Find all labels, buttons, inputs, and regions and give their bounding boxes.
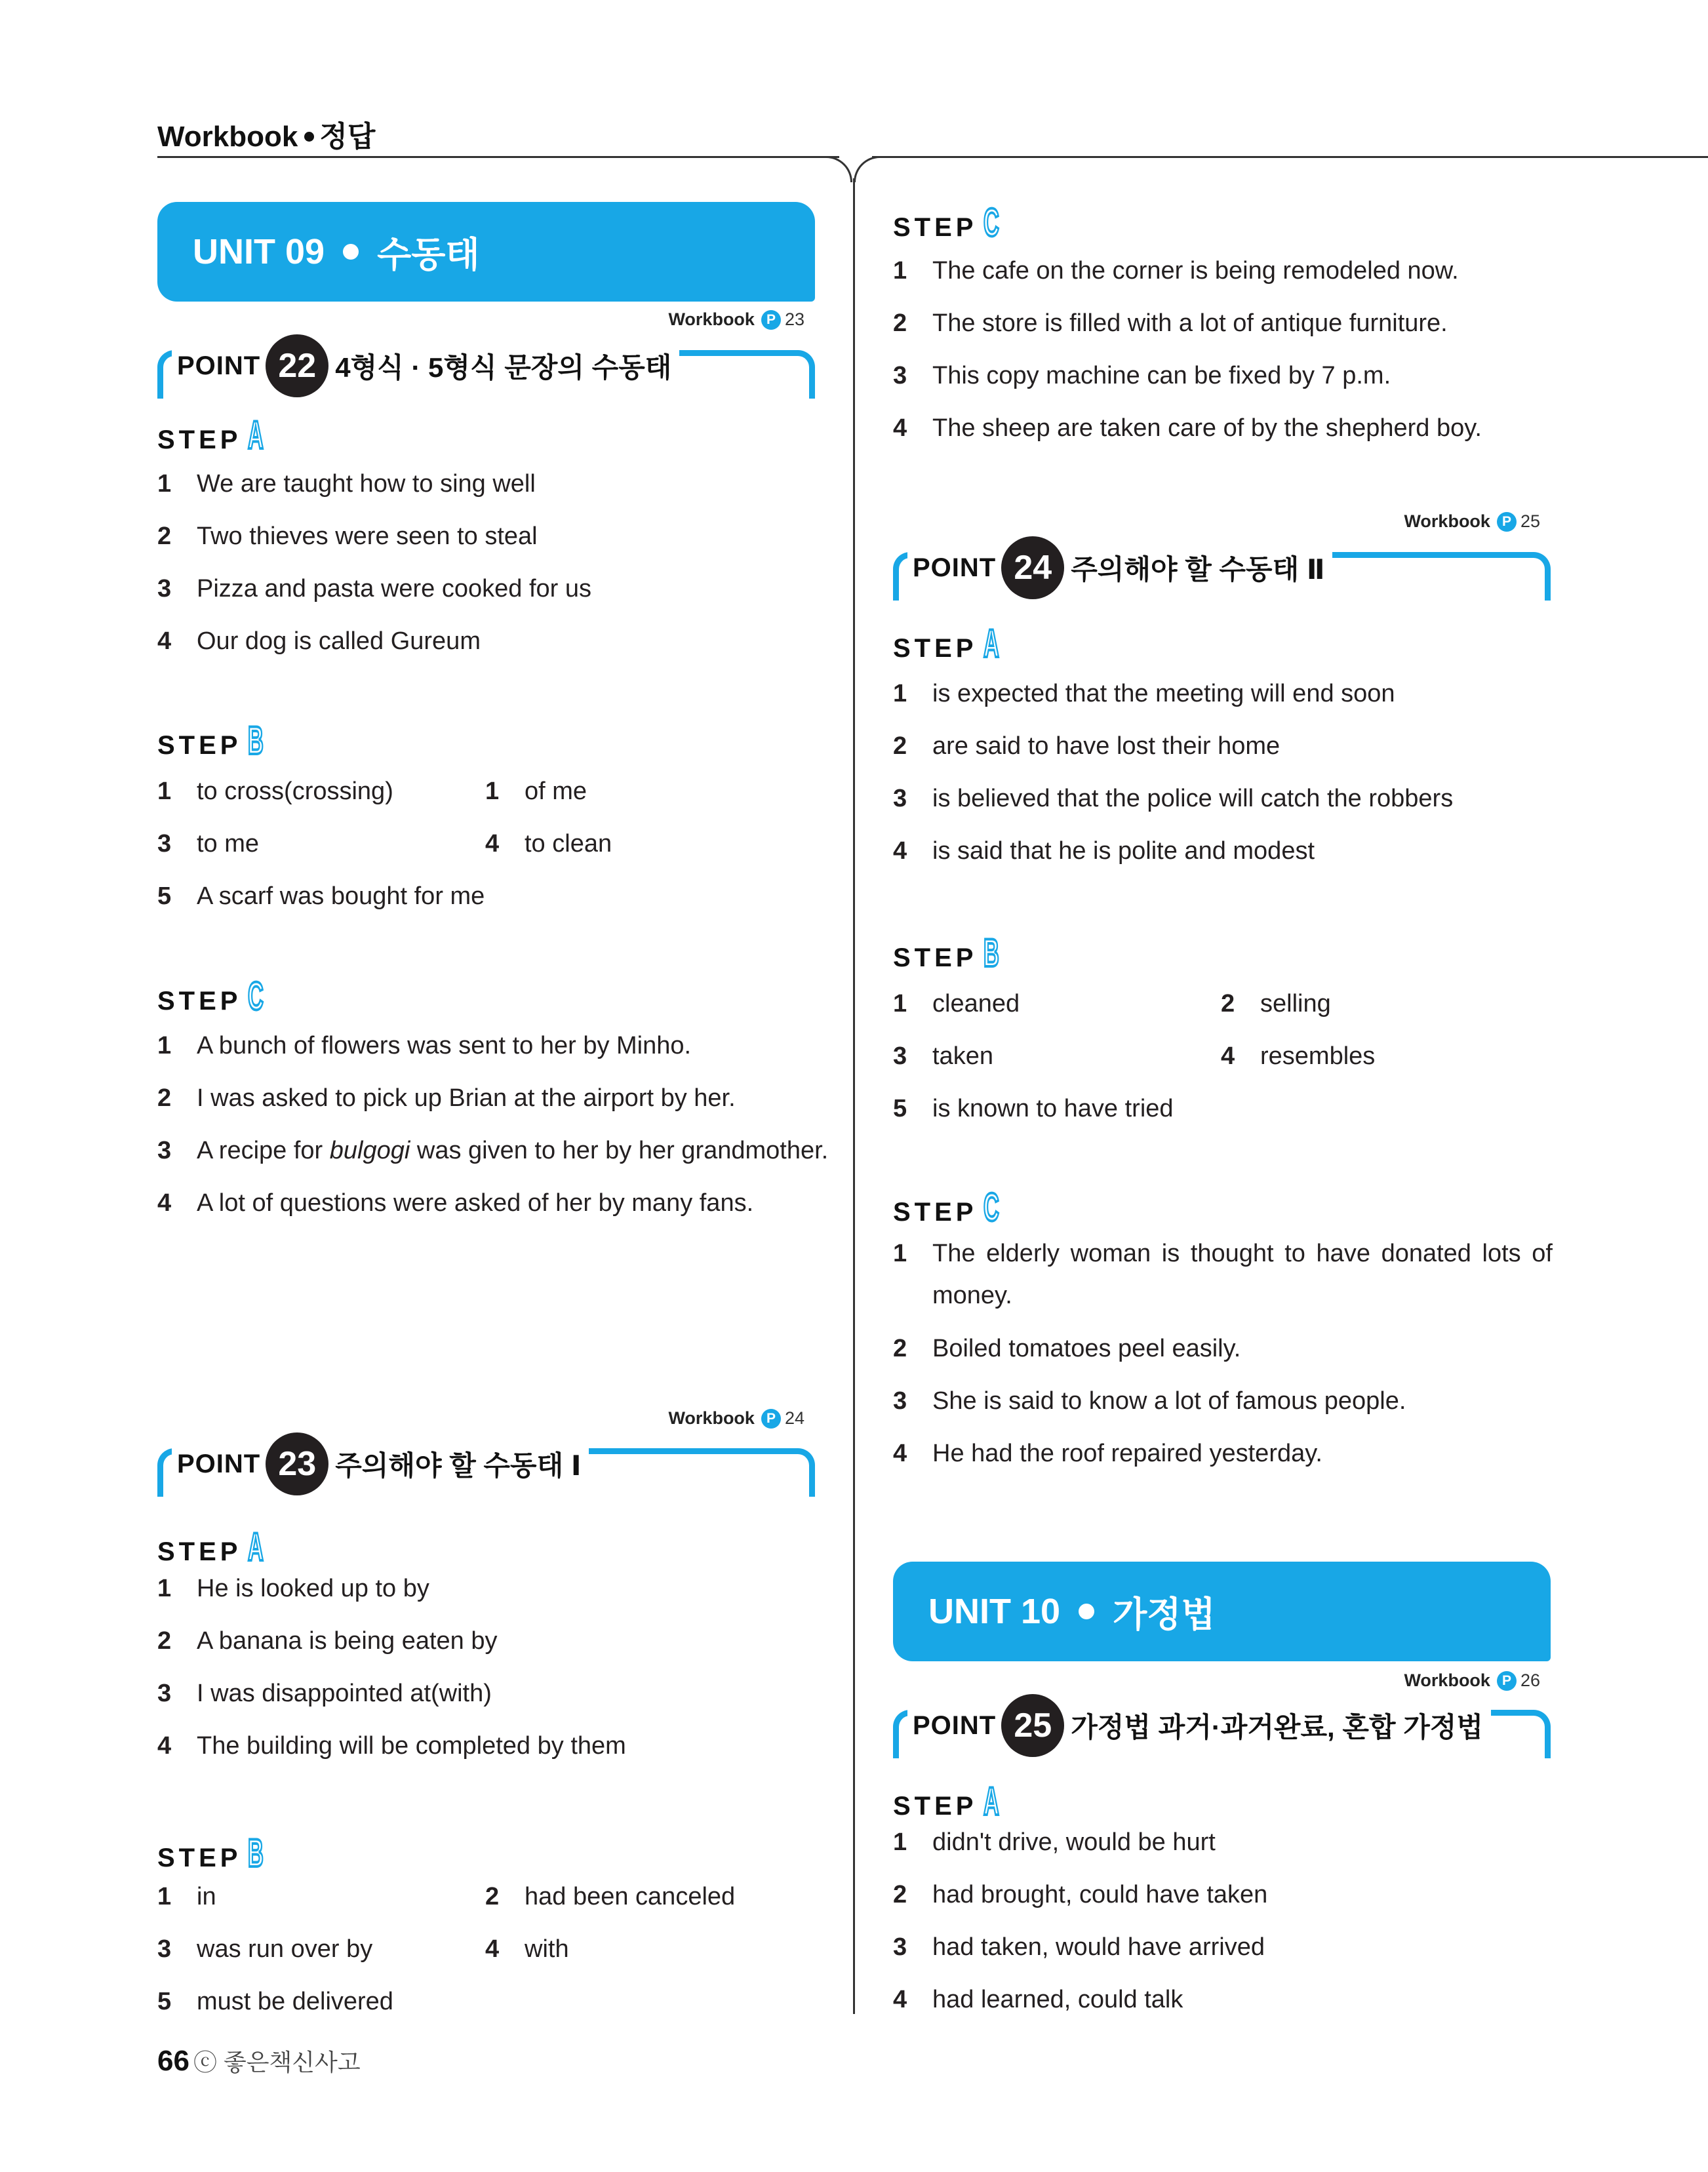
answer-number: 2 [1221, 990, 1235, 1017]
answer-text: She is said to know a lot of famous people. [932, 1387, 1406, 1415]
copyright-text: ⓒ 좋은책신사고 [193, 2049, 361, 2076]
answer-text: This copy machine can be fixed by 7 p.m. [932, 362, 1391, 389]
answer-item [893, 731, 1280, 761]
answer-text-italic: bulgogi [329, 1137, 410, 1164]
step-letter: B [983, 931, 1000, 975]
step-letter: B [248, 719, 264, 762]
step-word: STEP [893, 943, 978, 972]
workbook-ref-page: 25 [1520, 511, 1540, 531]
answer-text: Two thieves were seen to steal [197, 523, 538, 550]
point-title: 주의해야 할 수동태 Ⅱ [1071, 554, 1325, 585]
answer-text: resembles [1260, 1042, 1376, 1070]
answer-item [1221, 1041, 1375, 1071]
answer-item [157, 1986, 393, 2017]
answer-number: 4 [157, 1732, 172, 1760]
answer-number: 4 [893, 1440, 907, 1467]
unit-banner [157, 202, 815, 302]
point-word: POINT [177, 351, 261, 380]
step-letter: A [983, 1779, 1000, 1823]
unit-label: UNIT 10 [928, 1592, 1061, 1631]
answer-text: is expected that the meeting will end soon [932, 680, 1395, 707]
answer-text: had brought, could have taken [932, 1881, 1268, 1908]
answer-number: 3 [893, 1042, 907, 1070]
step-label [157, 1525, 277, 1569]
point-word: POINT [913, 553, 997, 582]
answer-item [893, 1233, 1553, 1316]
answer-item [893, 1827, 1216, 1857]
answer-number: 1 [485, 778, 500, 805]
answer-number: 4 [893, 414, 907, 442]
bullet-icon [343, 244, 359, 260]
answer-number: 3 [157, 1137, 172, 1164]
answer-number: 2 [893, 732, 907, 760]
answer-text: He is looked up to by [197, 1575, 429, 1602]
answer-number: 2 [157, 1627, 172, 1655]
header-rule [157, 156, 839, 158]
answer-item [893, 1932, 1265, 1962]
answer-text: selling [1260, 990, 1331, 1017]
answer-number: 3 [893, 785, 907, 812]
answer-number: 4 [485, 1935, 500, 1963]
workbook-ref-label: Workbook [668, 309, 755, 329]
point-title: 주의해야 할 수동태 Ⅰ [335, 1450, 582, 1481]
answer-item [157, 1882, 216, 1912]
step-letter: B [248, 1831, 264, 1875]
point-header [157, 333, 815, 399]
page-badge-icon: P [1497, 512, 1517, 532]
answer-item [157, 881, 485, 911]
answer-text: A banana is being eaten by [197, 1627, 498, 1655]
answer-number: 2 [893, 1881, 907, 1908]
answer-text [197, 1135, 828, 1166]
step-label [157, 974, 277, 1018]
answer-number: 1 [157, 778, 172, 805]
step-label [893, 624, 1012, 663]
step-word: STEP [157, 425, 242, 454]
answer-number: 2 [893, 309, 907, 337]
answer-number: 4 [1221, 1042, 1235, 1070]
answer-item [157, 1083, 736, 1113]
answer-text-part: was given to her by her grandmother. [410, 1137, 829, 1164]
point-word: POINT [177, 1449, 261, 1478]
workbook-ref-page: 23 [784, 309, 804, 329]
answer-item [893, 989, 1020, 1019]
step-label [893, 1779, 1012, 1823]
answer-number: 5 [157, 882, 172, 910]
answer-text: must be delivered [197, 1988, 393, 2015]
answer-item [157, 574, 591, 604]
answer-item [893, 1094, 1174, 1124]
header-rule-curve [854, 156, 886, 182]
answer-item [893, 783, 1453, 814]
answer-number: 4 [157, 627, 172, 655]
header-rule [872, 156, 1708, 158]
page-footer [157, 2044, 361, 2078]
point-number: 22 [266, 334, 328, 397]
step-word: STEP [893, 1198, 978, 1227]
answer-number: 2 [485, 1883, 500, 1910]
answer-item [893, 1438, 1322, 1469]
workbook-page-ref [668, 309, 804, 330]
answer-number: 1 [893, 1240, 907, 1267]
answer-text: didn't drive, would be hurt [932, 1828, 1216, 1856]
answer-item [157, 1678, 492, 1708]
point-number: 25 [1001, 1694, 1064, 1757]
answer-item [893, 308, 1448, 338]
answer-number: 2 [157, 1084, 172, 1112]
workbook-ref-label: Workbook [668, 1408, 755, 1428]
answer-number: 2 [157, 523, 172, 550]
answer-item [893, 1984, 1183, 2015]
answer-text: The cafe on the corner is being remodeled now. [932, 257, 1459, 285]
answer-number: 3 [157, 830, 172, 858]
answer-number: 3 [157, 1935, 172, 1963]
answer-number: 3 [893, 362, 907, 389]
answer-item [893, 1333, 1241, 1364]
answer-number: 1 [893, 990, 907, 1017]
running-head-subtitle: 정답 [319, 121, 376, 153]
answer-text: had been canceled [525, 1883, 736, 1910]
step-label [157, 413, 277, 457]
answer-item [157, 1573, 429, 1604]
step-letter: A [248, 1525, 264, 1569]
answer-item [893, 679, 1395, 709]
answer-item [893, 1880, 1267, 1910]
answer-text: is believed that the police will catch the robbers [932, 785, 1454, 812]
answer-number: 3 [157, 575, 172, 602]
point-word: POINT [913, 1710, 997, 1740]
answer-text: We are taught how to sing well [197, 470, 536, 498]
answer-item [157, 1188, 753, 1218]
workbook-page-ref [1404, 1670, 1540, 1691]
step-label [893, 1185, 1012, 1229]
step-word: STEP [893, 634, 978, 663]
point-number: 23 [266, 1432, 328, 1495]
header-rule-curve [820, 156, 852, 182]
answer-number: 1 [893, 1828, 907, 1856]
answer-text: in [197, 1883, 216, 1910]
answer-item [157, 776, 393, 806]
point-header [157, 1431, 815, 1497]
answer-text: taken [932, 1042, 993, 1070]
answer-number: 4 [893, 1986, 907, 2013]
page-number: 66 [157, 2045, 189, 2077]
answer-number: 1 [157, 1883, 172, 1910]
answer-item [157, 829, 259, 859]
unit-label: UNIT 09 [193, 232, 325, 271]
answer-number: 1 [157, 1032, 172, 1059]
step-label [893, 203, 1012, 243]
answer-text: of me [525, 778, 587, 805]
answer-item [893, 256, 1459, 286]
answer-text: Pizza and pasta were cooked for us [197, 575, 592, 602]
point-number: 24 [1001, 536, 1064, 599]
running-head [157, 113, 375, 155]
answer-text-part: A recipe for [197, 1137, 330, 1164]
step-word: STEP [157, 987, 242, 1016]
point-header-title [172, 333, 679, 399]
answer-text: The elderly woman is thought to have donated lots of money. [932, 1240, 1553, 1309]
page-badge-icon: P [761, 310, 781, 330]
answer-text: is said that he is polite and modest [932, 837, 1315, 865]
step-label [157, 1831, 277, 1875]
answer-text: Our dog is called Gureum [197, 627, 481, 655]
answer-number: 1 [893, 680, 907, 707]
answer-item [893, 836, 1315, 866]
point-header-title [172, 1431, 589, 1497]
answer-text: was run over by [197, 1935, 373, 1963]
step-letter: C [983, 201, 1000, 245]
workbook-page-ref [1404, 511, 1540, 532]
answer-number: 4 [893, 837, 907, 865]
answer-text: with [525, 1935, 569, 1963]
answer-number: 5 [157, 1988, 172, 2015]
answer-item [893, 361, 1391, 391]
step-letter: C [983, 1185, 1000, 1229]
answer-item [1221, 989, 1331, 1019]
answer-text: cleaned [932, 990, 1020, 1017]
answer-text: to cross(crossing) [197, 778, 393, 805]
step-letter: A [983, 622, 1000, 665]
point-header-title [907, 1693, 1491, 1758]
page-badge-icon: P [761, 1409, 781, 1429]
answer-item [485, 1882, 735, 1912]
answer-text: I was disappointed at(with) [197, 1680, 492, 1707]
answer-text: The sheep are taken care of by the shepherd boy. [932, 414, 1482, 442]
answer-number: 5 [893, 1095, 907, 1122]
answer-text: are said to have lost their home [932, 732, 1281, 760]
answer-text: A bunch of flowers was sent to her by Minho. [197, 1032, 692, 1059]
unit-title: 가정법 [1113, 1594, 1216, 1634]
answer-item [157, 1135, 828, 1166]
answer-number: 3 [893, 1933, 907, 1961]
answer-item [157, 1731, 626, 1761]
answer-text: I was asked to pick up Brian at the airport by her. [197, 1084, 736, 1112]
answer-number: 1 [893, 257, 907, 285]
workbook-page-ref [668, 1408, 804, 1429]
answer-text: He had the roof repaired yesterday. [932, 1440, 1322, 1467]
step-word: STEP [157, 731, 242, 760]
answer-number: 3 [157, 1680, 172, 1707]
answer-text: The building will be completed by them [197, 1732, 626, 1760]
answer-number: 3 [893, 1387, 907, 1415]
answer-text: A lot of questions were asked of her by many fans. [197, 1189, 754, 1217]
answer-text: had learned, could talk [932, 1986, 1183, 2013]
answer-item [893, 1041, 993, 1071]
answer-number: 1 [157, 1575, 172, 1602]
step-word: STEP [893, 213, 978, 242]
answer-item [893, 1386, 1406, 1416]
answer-item [157, 1031, 691, 1061]
bullet-icon [304, 132, 314, 142]
bullet-icon [1079, 1604, 1094, 1619]
answer-number: 1 [157, 470, 172, 498]
step-word: STEP [157, 1844, 242, 1872]
answer-item [485, 776, 587, 806]
step-letter: C [248, 974, 264, 1018]
answer-text: to clean [525, 830, 612, 858]
column-divider [853, 178, 855, 2014]
workbook-ref-label: Workbook [1404, 1670, 1490, 1690]
answer-item [893, 413, 1482, 443]
unit-title: 수동태 [377, 235, 480, 275]
answer-item [157, 521, 538, 551]
workbook-ref-page: 24 [784, 1408, 804, 1428]
answer-text: had taken, would have arrived [932, 1933, 1265, 1961]
answer-text: Boiled tomatoes peel easily. [932, 1335, 1241, 1362]
step-letter: A [248, 413, 264, 457]
point-title: 가정법 과거·과거완료, 혼합 가정법 [1071, 1712, 1483, 1743]
unit-banner [893, 1562, 1551, 1661]
answer-number: 2 [893, 1335, 907, 1362]
answer-number: 4 [485, 830, 500, 858]
answer-item [157, 1934, 372, 1964]
step-word: STEP [893, 1792, 978, 1821]
running-head-title: Workbook [157, 121, 298, 153]
answer-item [157, 626, 481, 656]
point-header [893, 1693, 1551, 1758]
point-header [893, 535, 1551, 601]
point-title: 4형식 · 5형식 문장의 수동태 [335, 352, 672, 383]
answer-text: The store is filled with a lot of antique furniture. [932, 309, 1448, 337]
answer-item [157, 1626, 498, 1656]
workbook-ref-label: Workbook [1404, 511, 1490, 531]
answer-text: to me [197, 830, 260, 858]
answer-text: A scarf was bought for me [197, 882, 485, 910]
step-word: STEP [157, 1537, 242, 1566]
step-label [893, 931, 1012, 975]
answer-item [485, 829, 612, 859]
answer-number: 4 [157, 1189, 172, 1217]
point-header-title [907, 535, 1332, 601]
workbook-ref-page: 26 [1520, 1670, 1540, 1690]
answer-item [157, 469, 536, 499]
step-label [157, 721, 277, 760]
answer-item [485, 1934, 569, 1964]
answer-text: is known to have tried [932, 1095, 1174, 1122]
page-badge-icon: P [1497, 1671, 1517, 1691]
